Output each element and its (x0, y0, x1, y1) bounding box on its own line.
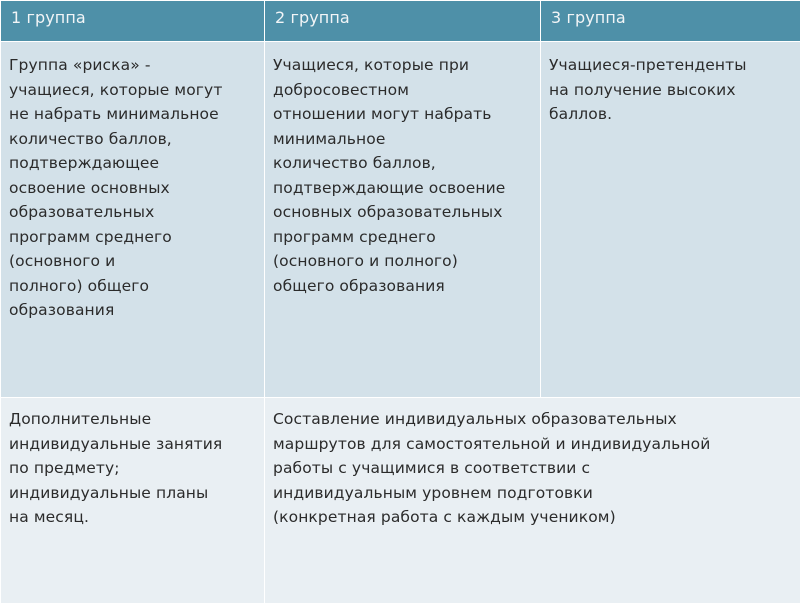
table-row-measures (1, 398, 800, 604)
header-label: 3 группа (541, 1, 800, 28)
table-header-row (1, 1, 800, 42)
header-label: 2 группа (265, 1, 540, 28)
cell-text: Дополнительные индивидуальные занятия по предмету; индивидуальные планы на месяц. (1, 398, 264, 530)
cell-text: Учащиеся-претенденты на получение высоких баллов. (541, 42, 800, 127)
cell-group-3-description (541, 42, 800, 398)
header-cell-group-3 (541, 1, 800, 42)
table-row-descriptions (1, 42, 800, 398)
header-cell-group-1 (1, 1, 265, 42)
cell-groups-2-3-measures (265, 398, 800, 604)
cell-text: Учащиеся, которые при добросовестном отношении могут набрать минимальное количество баллов, подтверждающие освоение основных образовательных программ среднего (основного и полного) общего образования (265, 42, 540, 298)
cell-group-2-description (265, 42, 541, 398)
header-cell-group-2 (265, 1, 541, 42)
header-label: 1 группа (1, 1, 264, 28)
cell-group-1-description (1, 42, 265, 398)
cell-text: Составление индивидуальных образовательных маршрутов для самостоятельной и индивидуальной работы с учащимися в соответствии с индивидуальным уровнем подготовки (конкретная работа с каждым учеником) (265, 398, 800, 530)
cell-group-1-measures (1, 398, 265, 604)
cell-text: Группа «риска» - учащиеся, которые могут не набрать минимальное количество баллов, подтверждающее освоение основных образовательных программ среднего (основного и полного) общего образования (1, 42, 264, 323)
